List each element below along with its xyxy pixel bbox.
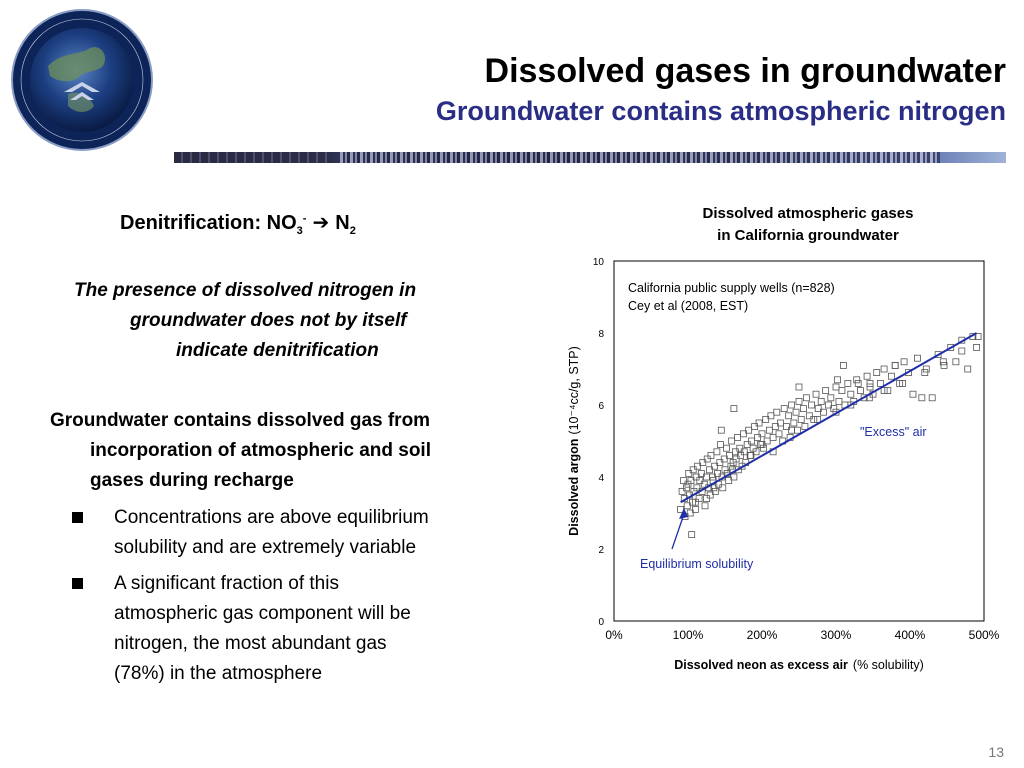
scatter-point [737, 445, 743, 451]
scatter-point [752, 424, 758, 430]
scatter-point [800, 406, 806, 412]
scatter-point [720, 485, 726, 491]
scatter-point [953, 359, 959, 365]
equilibrium-pointer [672, 514, 684, 549]
x-tick-label: 100% [672, 628, 704, 642]
scatter-point [803, 395, 809, 401]
right-arrow-icon: ➔ [312, 212, 330, 234]
slide-subtitle: Groundwater contains atmospheric nitrogen [435, 96, 1006, 126]
scatter-point [848, 391, 854, 397]
scatter-point [881, 366, 887, 372]
scatter-point [681, 478, 687, 484]
x-tick-label: 200% [746, 628, 778, 642]
scatter-point [889, 373, 895, 379]
scatter-point [770, 434, 776, 440]
scatter-point [874, 370, 880, 376]
y-axis-label-main: Dissolved argon [567, 438, 581, 536]
scatter-point [701, 481, 707, 487]
data-points [678, 334, 981, 538]
scatter-point [901, 359, 907, 365]
scatter-point [914, 355, 920, 361]
scatter-point [718, 442, 724, 448]
scatter-point [802, 424, 808, 430]
scatter-point [786, 413, 792, 419]
x-tick-label: 400% [894, 628, 926, 642]
scatter-point [714, 449, 720, 455]
caveat-line-1: The presence of dissolved nitrogen in [74, 280, 417, 301]
scatter-point [718, 427, 724, 433]
x-tick-label: 500% [968, 628, 1000, 642]
x-tick-label: 300% [820, 628, 852, 642]
denitrification-equation [120, 210, 356, 237]
banner-text-strip [340, 152, 940, 163]
y-axis-label-unit: (10⁻⁴cc/g, STP) [567, 346, 581, 435]
scatter-point [789, 402, 795, 408]
scatter-point [836, 398, 842, 404]
scatter-point [689, 532, 695, 538]
scatter-point [766, 427, 772, 433]
scatter-point [910, 391, 916, 397]
workshop-logo [8, 6, 156, 154]
scatter-point [708, 452, 714, 458]
scatter-point [811, 416, 817, 422]
scatter-point [854, 377, 860, 383]
denit-superscript: - [302, 212, 307, 225]
y-tick-label: 6 [598, 401, 604, 412]
scatter-point [840, 362, 846, 368]
scatter-point [828, 395, 834, 401]
nitrogen-caveat-paragraph [74, 276, 514, 366]
scatter-point [776, 431, 782, 437]
chart-svg [560, 195, 1010, 690]
scatter-point [744, 442, 750, 448]
scatter-point [731, 406, 737, 412]
scatter-point [815, 416, 821, 422]
slide-title: Dissolved gases in groundwater [484, 52, 1006, 90]
scatter-point [823, 388, 829, 394]
page-number: 13 [988, 744, 1004, 760]
bullet-item [66, 569, 506, 689]
scatter-point [839, 388, 845, 394]
scatter-point [965, 366, 971, 372]
y-tick-label: 2 [598, 545, 604, 556]
x-tick-label: 0% [605, 628, 623, 642]
y-tick-label: 0 [598, 617, 604, 628]
scatter-point [735, 434, 741, 440]
denit-product-subscript: 2 [349, 225, 356, 237]
chart-title-line-2: in California groundwater [717, 227, 899, 244]
x-axis-label [674, 658, 924, 672]
bullet-1-line-1: Concentrations are above equilibrium [114, 507, 429, 528]
scatter-point [796, 398, 802, 404]
scatter-point [795, 427, 801, 433]
scatter-point [857, 388, 863, 394]
scatter-point [704, 456, 710, 462]
scatter-point [722, 467, 728, 473]
scatter-point [741, 449, 747, 455]
scatter-point [704, 496, 710, 502]
x-axis-ticks [605, 628, 999, 642]
bullet-1-line-2: solubility and are extremely variable [114, 537, 417, 558]
dissolved-gas-paragraph [50, 406, 520, 496]
caveat-line-3: indicate denitrification [176, 340, 379, 361]
scatter-point [813, 391, 819, 397]
gas-line-3: gases during recharge [90, 470, 294, 491]
gas-line-2: incorporation of atmospheric and soil [90, 440, 431, 461]
square-bullet-icon [72, 512, 83, 523]
caveat-line-2: groundwater does not by itself [130, 310, 407, 331]
scatter-point [781, 406, 787, 412]
scatter-point [855, 380, 861, 386]
y-tick-label: 4 [598, 473, 604, 484]
scatter-point [749, 438, 755, 444]
x-axis-label-unit: (% solubility) [852, 658, 924, 672]
scatter-point [806, 413, 812, 419]
scatter-point [919, 395, 925, 401]
scatter-point [793, 409, 799, 415]
scatter-point [818, 398, 824, 404]
scatter-point [697, 478, 703, 484]
denit-label: Denitrification: NO [120, 212, 297, 234]
equilibrium-annotation: Equilibrium solubility [640, 557, 754, 571]
scatter-point [809, 402, 815, 408]
scatter-point [723, 445, 729, 451]
scatter-point [959, 348, 965, 354]
scatter-point [885, 388, 891, 394]
scatter-point [755, 434, 761, 440]
scatter-point [892, 362, 898, 368]
scatter-point [759, 431, 765, 437]
scatter-point [864, 373, 870, 379]
scatter-point [798, 416, 804, 422]
bullet-2-line-1: A significant fraction of this [114, 573, 339, 594]
legend-line-2: Cey et al (2008, EST) [628, 299, 749, 313]
bullet-item [66, 503, 506, 563]
scatter-point [845, 380, 851, 386]
bullet-2-line-2: atmospheric gas component will be [114, 603, 411, 624]
gas-line-1: Groundwater contains dissolved gas from [50, 410, 431, 431]
excess-air-annotation: "Excess" air [860, 425, 927, 439]
scatter-point [756, 420, 762, 426]
bullet-2-line-3: nitrogen, the most abundant gas [114, 633, 387, 654]
scatter-point [974, 344, 980, 350]
scatter-point [729, 438, 735, 444]
legend-line-1: California public supply wells (n=828) [628, 281, 835, 295]
y-axis-ticks [593, 257, 605, 628]
scatter-point [686, 470, 692, 476]
scatter-point [833, 384, 839, 390]
scatter-point [791, 420, 797, 426]
scatter-point [690, 467, 696, 473]
scatter-point [922, 370, 928, 376]
scatter-point [929, 395, 935, 401]
scatter-point [892, 362, 898, 368]
scatter-point [834, 377, 840, 383]
y-tick-label: 10 [592, 257, 604, 268]
x-axis-label-main: Dissolved neon as excess air [674, 658, 848, 672]
scatter-point [881, 388, 887, 394]
scatter-point [923, 366, 929, 372]
argon-neon-chart [560, 195, 1010, 690]
scatter-point [877, 380, 883, 386]
bullet-2-line-4: (78%) in the atmosphere [114, 663, 323, 684]
scatter-point [679, 488, 685, 494]
y-tick-label: 8 [598, 329, 604, 340]
scatter-point [696, 496, 702, 502]
scatter-point [796, 384, 802, 390]
scatter-point [774, 409, 780, 415]
trend-line [681, 333, 977, 502]
banner-image-left [174, 152, 334, 163]
denit-product: N [335, 212, 350, 234]
scatter-point [728, 463, 734, 469]
scatter-point [702, 503, 708, 509]
scatter-point [867, 380, 873, 386]
chart-title-line-1: Dissolved atmospheric gases [702, 205, 914, 222]
scatter-point [684, 485, 690, 491]
square-bullet-icon [72, 578, 83, 589]
denit-subscript: 3 [296, 225, 303, 237]
scatter-point [867, 384, 873, 390]
bullet-list [66, 503, 506, 695]
y-axis-label [567, 346, 581, 536]
